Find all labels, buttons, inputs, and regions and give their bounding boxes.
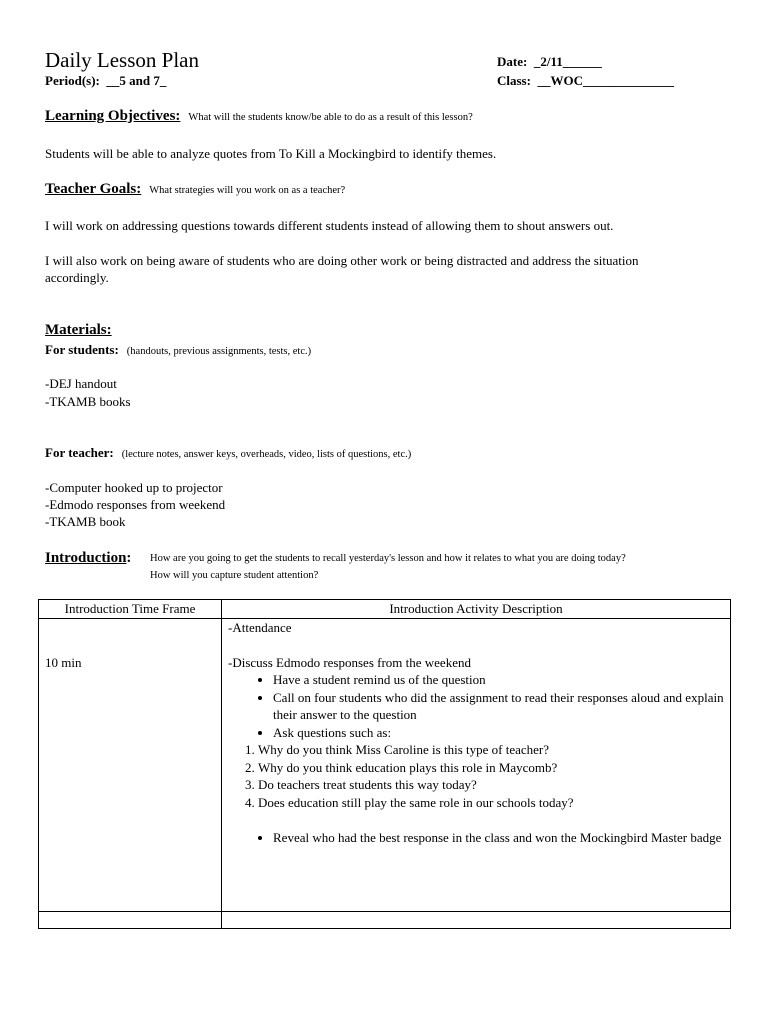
table-row xyxy=(39,619,731,912)
attendance-line: -Attendance xyxy=(228,620,292,635)
list-item: • Call on four students who did the assignment to read their responses aloud and explain their answer to the question xyxy=(273,689,724,724)
teacher-label: For teacher: xyxy=(45,445,114,460)
list-item: 4. Does education still play the same role in our schools today? xyxy=(258,794,724,812)
introduction-prompt-1: How are you going to get the students to recall yesterday's lesson and how it relates to what you are doing today? xyxy=(150,553,626,564)
teacher-prompt: (lecture notes, answer keys, overheads, video, lists of questions, etc.) xyxy=(121,449,412,460)
time-value: 10 min xyxy=(45,655,82,670)
goals-prompt: What strategies will you work on as a teacher? xyxy=(149,185,346,196)
teacher-item: -Computer hooked up to projector xyxy=(45,480,223,495)
date-field xyxy=(497,54,602,70)
time-cell xyxy=(39,619,222,912)
discuss-line: -Discuss Edmodo responses from the weekend xyxy=(228,654,471,670)
list-item: 2. Why do you think education plays this role in Maycomb? xyxy=(258,759,724,777)
column-header-activity: Introduction Activity Description xyxy=(222,600,731,619)
page-title: Daily Lesson Plan xyxy=(45,48,199,72)
teacher-item: -TKAMB book xyxy=(45,514,126,529)
final-bullet-list xyxy=(228,829,724,847)
introduction-colon: : xyxy=(126,550,132,566)
question-list xyxy=(228,741,724,811)
introduction-table xyxy=(38,599,731,929)
introduction-prompt-2: How will you capture student attention? xyxy=(150,570,319,581)
list-item: • Ask questions such as: xyxy=(273,724,724,742)
list-item: • Reveal who had the best response in the class and won the Mockingbird Master badge xyxy=(273,829,724,847)
objectives-text: Students will be able to analyze quotes from To Kill a Mockingbird to identify themes. xyxy=(45,146,497,161)
column-header-time: Introduction Time Frame xyxy=(39,600,222,619)
teacher-materials-row xyxy=(45,444,411,462)
date-value: _2/11______ xyxy=(533,54,602,69)
activity-bullets xyxy=(228,671,724,741)
list-item: 3. Do teachers treat students this way today? xyxy=(258,776,724,794)
class-value: __WOC______________ xyxy=(537,73,674,88)
table-row xyxy=(39,912,731,929)
students-prompt: (handouts, previous assignments, tests, etc.) xyxy=(126,346,312,357)
teacher-item: -Edmodo responses from weekend xyxy=(45,497,226,512)
table-header-row xyxy=(39,600,731,619)
goals-paragraph-1: I will work on addressing questions towards different students instead of allowing them to shout answers out. xyxy=(45,218,614,233)
empty-cell xyxy=(222,912,731,929)
goals-heading-row xyxy=(45,180,345,198)
students-materials-row xyxy=(45,341,311,359)
students-label: For students: xyxy=(45,342,119,357)
empty-cell xyxy=(39,912,222,929)
class-field xyxy=(497,73,674,89)
period-value: __5 and 7_ xyxy=(106,73,167,88)
activity-cell xyxy=(222,619,731,912)
goals-heading: Teacher Goals: xyxy=(45,181,142,197)
introduction-heading-row xyxy=(45,549,131,567)
list-item: 1. Why do you think Miss Caroline is this type of teacher? xyxy=(258,741,724,759)
goals-paragraph-2: I will also work on being aware of students who are doing other work or being distracted and address the situation accordingly. xyxy=(45,253,639,285)
students-item: -TKAMB books xyxy=(45,394,131,409)
list-item: • Have a student remind us of the question xyxy=(273,671,724,689)
objectives-prompt: What will the students know/be able to do as a result of this lesson? xyxy=(188,112,473,123)
class-label: Class: xyxy=(497,73,531,88)
objectives-heading-row xyxy=(45,107,473,125)
students-item: -DEJ handout xyxy=(45,376,117,391)
date-label: Date: xyxy=(497,54,528,69)
period-label: Period(s): xyxy=(45,73,100,88)
introduction-heading: Introduction xyxy=(45,550,127,566)
period-field xyxy=(45,73,166,89)
materials-heading: Materials: xyxy=(45,322,112,338)
objectives-heading: Learning Objectives: xyxy=(45,108,181,124)
